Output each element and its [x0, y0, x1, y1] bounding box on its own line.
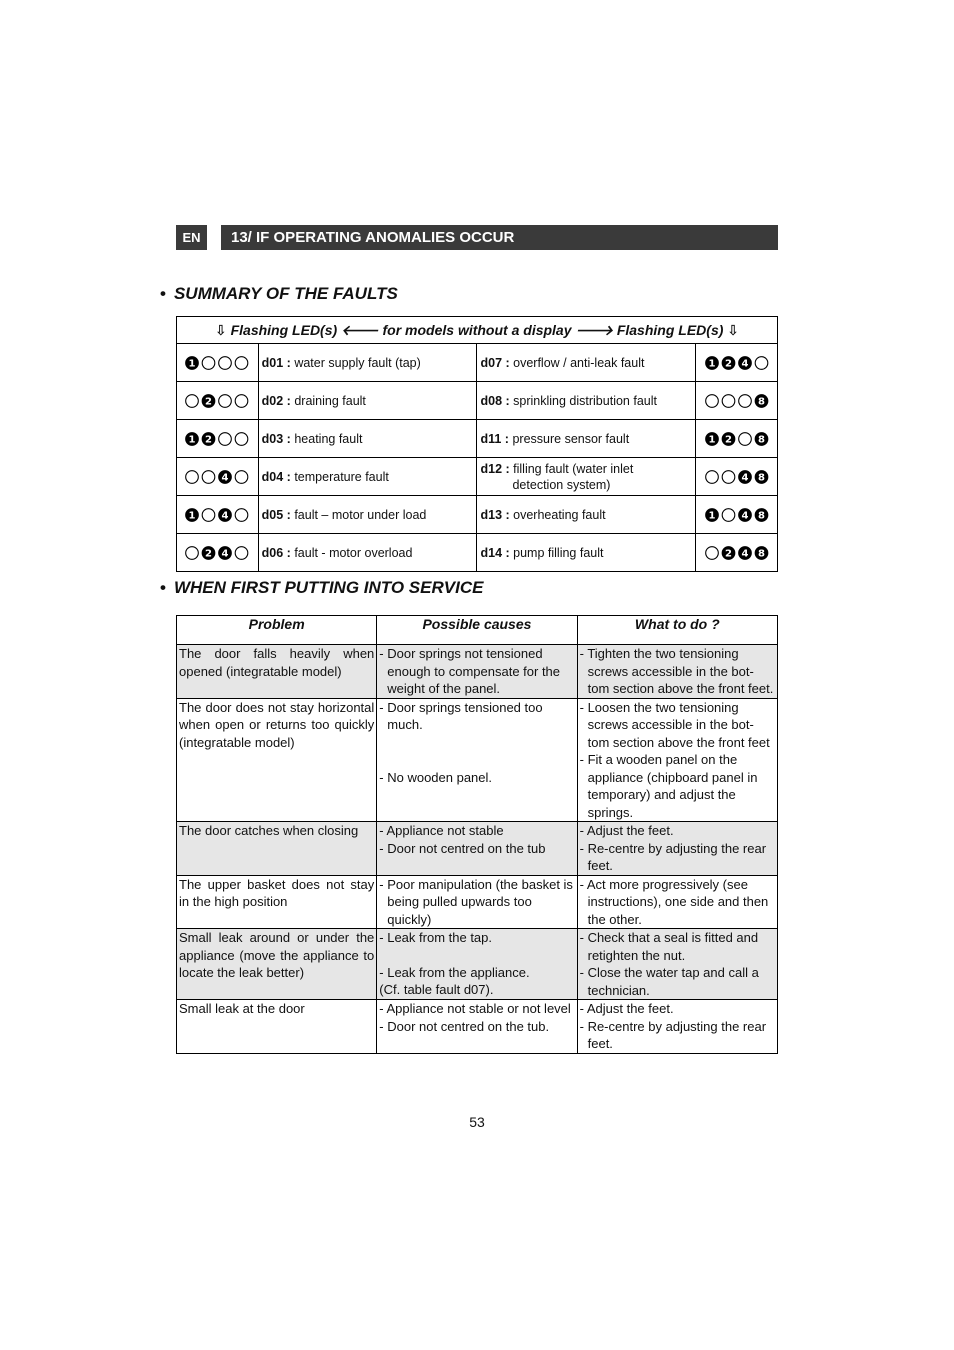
table-row [177, 875, 778, 929]
fault-left [258, 382, 477, 420]
fault-row [177, 420, 778, 458]
problem-cell: The door does not stay horizontal when open or returns too quickly (integratable model) [177, 698, 377, 822]
cause-item: - No wooden panel. [379, 769, 493, 785]
fault-right [477, 458, 696, 496]
action-item: - Close the water tap and call a technician. [579, 965, 759, 998]
cause-item: - Appliance not stable [379, 823, 504, 838]
section-title: 13/ IF OPERATING ANOMALIES OCCUR [221, 225, 778, 250]
fault-code: d07 : [480, 355, 510, 370]
fault-left [258, 344, 477, 382]
action-item: - Act more progressively (see instructions), one side and then the other. [579, 876, 769, 927]
service-title: WHEN FIRST PUTTING INTO SERVICE [173, 578, 484, 597]
led-off-icon [722, 394, 735, 407]
actions-cell [577, 645, 777, 699]
action-item: - Adjust the feet. [579, 823, 674, 838]
led-number: 4 [741, 510, 749, 522]
action-item: - Re-centre by adjusting the rear feet. [579, 840, 767, 873]
fault-description: temperature fault [290, 469, 389, 484]
cause-item: - Leak from the tap. [379, 930, 493, 945]
column-header-problem: Problem [177, 616, 377, 645]
fault-leds-right [696, 458, 778, 496]
led-indicator-group [184, 507, 250, 523]
actions-cell [577, 875, 777, 929]
fault-description-cont: detection system) [512, 477, 611, 492]
action-item: - Loosen the two tensioning screws accessible in the bot-tom section above the front feet [579, 699, 770, 750]
led-number: 8 [757, 548, 765, 560]
causes-cell [377, 929, 577, 1000]
service-header-row [177, 616, 778, 645]
led-off-icon [203, 508, 216, 521]
fault-code: d12 : [480, 461, 510, 476]
led-number: 1 [708, 510, 716, 522]
fault-code: d05 : [261, 507, 291, 522]
fault-code: d13 : [480, 507, 510, 522]
led-off-icon [219, 432, 232, 445]
led-indicator-group [184, 355, 250, 371]
led-indicator-group [704, 507, 770, 523]
led-number: 1 [188, 434, 196, 446]
fault-code: d02 : [261, 393, 291, 408]
fault-right [477, 344, 696, 382]
spacer [379, 734, 574, 769]
led-off-icon [755, 356, 768, 369]
fault-description: water supply fault (tap) [290, 355, 421, 370]
fault-left [258, 458, 477, 496]
led-number: 4 [741, 472, 749, 484]
led-off-icon [236, 546, 249, 559]
actions-cell [577, 822, 777, 876]
led-off-icon [705, 470, 718, 483]
led-number: 2 [724, 548, 732, 560]
fault-right [477, 420, 696, 458]
led-off-icon [186, 546, 199, 559]
problem-cell: Small leak at the door [177, 1000, 377, 1054]
faults-header: ⇩ Flashing LED(s) 🡐 for models without a display 🡒 Flashing LED(s) ⇩ [177, 317, 778, 344]
led-off-icon [738, 394, 751, 407]
fault-leds-right [696, 344, 778, 382]
led-indicator-group [184, 393, 250, 409]
causes-cell [377, 698, 577, 822]
column-header-actions: What to do ? [577, 616, 777, 645]
language-badge: EN [176, 225, 207, 250]
column-header-causes: Possible causes [377, 616, 577, 645]
fault-row [177, 458, 778, 496]
led-number: 4 [221, 510, 229, 522]
fault-leds-left [177, 496, 259, 534]
table-row [177, 929, 778, 1000]
fault-leds-right [696, 534, 778, 572]
fault-code: d11 : [480, 431, 509, 446]
led-indicator-group [704, 469, 770, 485]
led-off-icon [186, 470, 199, 483]
cause-item: - Door not centred on the tub [379, 840, 546, 856]
cause-item: - Appliance not stable or not level [379, 1001, 571, 1016]
led-number: 2 [205, 434, 213, 446]
fault-right [477, 534, 696, 572]
spacer [379, 947, 574, 964]
action-item: - Tighten the two tensioning screws accessible in the bot-tom section above the front feet. [579, 646, 774, 696]
action-item: - Check that a seal is fitted and retighten the nut. [579, 930, 759, 963]
fault-description: heating fault [290, 431, 363, 446]
led-indicator-group [704, 355, 770, 371]
led-off-icon [738, 432, 751, 445]
actions-cell [577, 698, 777, 822]
led-off-icon [219, 356, 232, 369]
led-indicator-group [184, 545, 250, 561]
led-number: 8 [757, 472, 765, 484]
fault-leds-left [177, 344, 259, 382]
fault-description: draining fault [290, 393, 366, 408]
fault-code: d06 : [261, 545, 291, 560]
led-number: 4 [741, 548, 749, 560]
led-off-icon [722, 508, 735, 521]
led-off-icon [705, 546, 718, 559]
causes-cell [377, 645, 577, 699]
table-row [177, 698, 778, 822]
fault-row [177, 534, 778, 572]
fault-description: fault - motor overload [290, 545, 413, 560]
fault-leds-left [177, 420, 259, 458]
section-header [176, 225, 778, 250]
table-row [177, 645, 778, 699]
fault-leds-right [696, 420, 778, 458]
led-number: 2 [205, 396, 213, 408]
fault-code: d14 : [480, 545, 510, 560]
fault-right [477, 496, 696, 534]
led-number: 1 [188, 510, 196, 522]
table-row [177, 1000, 778, 1054]
cause-item: - Door springs not tensioned enough to compensate for the weight of the panel. [379, 646, 561, 696]
cause-item: - Leak from the appliance. [379, 964, 530, 980]
page-number: 53 [469, 1114, 485, 1130]
actions-cell [577, 929, 777, 1000]
led-number: 4 [741, 358, 749, 370]
led-off-icon [236, 432, 249, 445]
causes-cell [377, 875, 577, 929]
led-number: 8 [757, 510, 765, 522]
fault-description: sprinkling distribution fault [509, 393, 657, 408]
fault-left [258, 496, 477, 534]
causes-cell [377, 1000, 577, 1054]
cause-item: - Poor manipulation (the basket is being pulled upwards too quickly) [379, 876, 573, 927]
fault-leds-right [696, 382, 778, 420]
led-off-icon [705, 394, 718, 407]
fault-leds-left [177, 382, 259, 420]
fault-description: pump filling fault [509, 545, 604, 560]
bullet: • [160, 284, 166, 303]
led-number: 4 [221, 472, 229, 484]
fault-description: overheating fault [509, 507, 606, 522]
fault-description: overflow / anti-leak fault [509, 355, 645, 370]
led-number: 8 [757, 434, 765, 446]
led-indicator-group [704, 393, 770, 409]
action-item: - Fit a wooden panel on the appliance (chipboard panel in temporary) and adjust the springs. [579, 752, 758, 820]
service-table [176, 615, 778, 1054]
fault-code: d08 : [480, 393, 510, 408]
led-number: 1 [708, 434, 716, 446]
led-off-icon [203, 356, 216, 369]
led-number: 1 [708, 358, 716, 370]
actions-cell [577, 1000, 777, 1054]
service-heading [160, 578, 483, 598]
fault-row [177, 382, 778, 420]
action-item: - Re-centre by adjusting the rear feet. [579, 1018, 767, 1051]
led-indicator-group [704, 431, 770, 447]
fault-left [258, 534, 477, 572]
fault-leds-left [177, 534, 259, 572]
led-indicator-group [184, 469, 250, 485]
fault-description: pressure sensor fault [508, 431, 630, 446]
table-row [177, 822, 778, 876]
led-off-icon [722, 470, 735, 483]
fault-row [177, 496, 778, 534]
led-off-icon [186, 394, 199, 407]
led-off-icon [203, 470, 216, 483]
fault-code: d04 : [261, 469, 291, 484]
led-number: 4 [221, 548, 229, 560]
fault-right [477, 382, 696, 420]
summary-heading [160, 284, 398, 304]
led-off-icon [219, 394, 232, 407]
led-number: 2 [205, 548, 213, 560]
cause-item: - Door not centred on the tub. [379, 1018, 550, 1034]
led-off-icon [236, 470, 249, 483]
led-number: 8 [757, 396, 765, 408]
causes-cell [377, 822, 577, 876]
faults-table [176, 316, 778, 572]
fault-left [258, 420, 477, 458]
bullet: • [160, 578, 166, 597]
problem-cell: Small leak around or under the appliance (move the appliance to locate the leak better) [177, 929, 377, 1000]
led-number: 1 [188, 358, 196, 370]
cause-item: - Door springs tensioned too much. [379, 699, 543, 732]
problem-cell: The door falls heavily when opened (integratable model) [177, 645, 377, 699]
led-indicator-group [704, 545, 770, 561]
problem-cell: The door catches when closing [177, 822, 377, 876]
fault-description: filling fault (water inlet [509, 461, 634, 476]
led-off-icon [236, 394, 249, 407]
cause-item: (Cf. table fault d07). [379, 982, 494, 997]
problem-cell: The upper basket does not stay in the high position [177, 875, 377, 929]
action-item: - Adjust the feet. [579, 1001, 674, 1016]
fault-code: d01 : [261, 355, 291, 370]
fault-row [177, 344, 778, 382]
fault-code: d03 : [261, 431, 291, 446]
led-off-icon [236, 356, 249, 369]
fault-leds-right [696, 496, 778, 534]
led-number: 2 [724, 434, 732, 446]
summary-title: SUMMARY OF THE FAULTS [173, 284, 398, 303]
led-off-icon [236, 508, 249, 521]
led-indicator-group [184, 431, 250, 447]
fault-leds-left [177, 458, 259, 496]
led-number: 2 [724, 358, 732, 370]
fault-description: fault – motor under load [290, 507, 427, 522]
faults-header-row [177, 317, 778, 344]
